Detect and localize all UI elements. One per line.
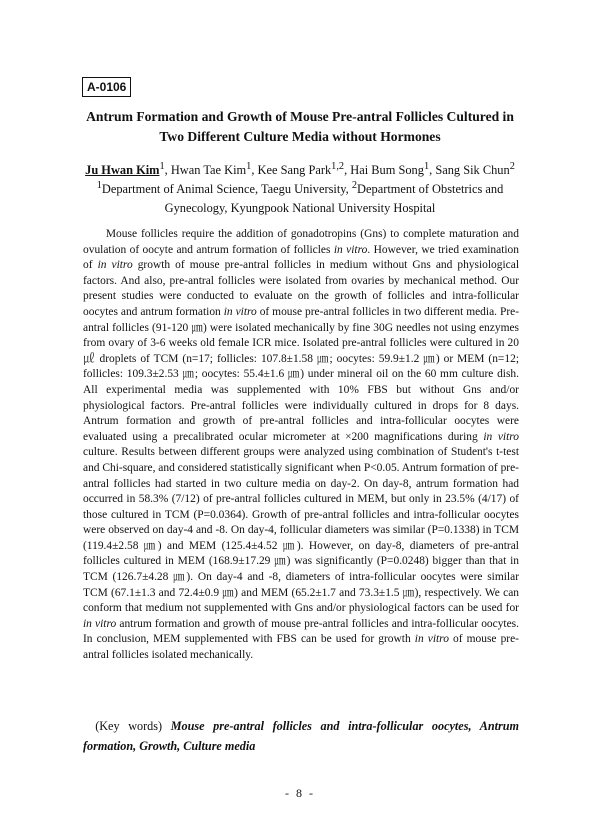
abstract-text: growth of mouse pre-antral follicles in medium without Gns and physiological factors. And also, pre-antral follicles were isolated from ovaries by mechanical method. Our present studies were conducted to evaluate on the growth of follicles and intra-follicular oocytes and antrum formation [83,259,519,318]
keywords [83,716,519,756]
affiliation-text: Department of Obstetrics and [357,182,504,197]
abstract-body [83,227,519,664]
author-name: , Sang Sik Chun [429,163,510,178]
author-name: , Hwan Tae Kim [164,163,247,178]
author-name: , Hai Bum Song [344,163,424,178]
author-affil-mark: 1,2 [331,161,345,172]
affiliation-line-1 [60,176,540,199]
author-affil-mark: 2 [509,161,515,172]
abstract-text: of mouse pre-antral follicles in two different media. Pre-antral follicles (91-120 ㎛) were isolated mechanically by fine 30G needles not using enzymes from ovary of 3-6 weeks old female ICR mice. Isolated pre-antral follicles were cultured in 20 ㎕ droplets of TCM (n=17; follicles: 107.8±1.58 ㎛; oocytes: 59.9±1.2 ㎛) or MEM (n=12; follicles: 109.3±2.53 ㎛; oocytes: 55.4±1.6 ㎛) under mineral oil on the 60 mm culture dish. All experimental media was supplemented with 10% FBS but without Gns and/or physiological factors. Pre-antral follicles were individually cultured in drops for 8 days. Antrum formation and growth of pre-antral follicles and intra-follicular oocytes were evaluated using a precalibrated ocular micrometer at ×200 magnifications during [83,305,520,443]
author-affil-mark: 1 [246,161,252,172]
italic-term: in vitro [223,305,257,318]
abstract-text: antrum formation and growth of mouse pre-antral follicles and intra-follicular oocytes. In conclusion, MEM supplemented with FBS can be used for growth [83,617,519,646]
abstract-text: . However, we tried examination of [83,243,519,272]
italic-term: in vitro [83,617,117,630]
author-name: , Kee Sang Park [251,163,332,178]
keywords-label: (Key words) [95,719,171,733]
page-number: - 8 - [285,786,315,800]
paper-title [60,107,540,147]
affiliation-text: Department of Animal Science, Taegu University, [101,182,352,197]
presenting-author: Ju Hwan Kim [85,163,160,178]
keywords-terms: Mouse pre-antral follicles and intra-follicular oocytes, Antrum formation, Growth, Culture media [83,719,519,753]
abstract-code-box: A-0106 [82,77,131,97]
author-affil-mark: 1 [159,161,165,172]
italic-term: in vitro [483,430,519,443]
title-line-1: Antrum Formation and Growth of Mouse Pre-antral Follicles Cultured in [86,109,514,124]
title-line-2: Two Different Culture Media without Hormones [159,129,441,144]
author-affil-mark: 1 [423,161,430,172]
italic-term: in vitro [97,259,133,272]
affil-mark: 1 [96,180,102,191]
affiliations [60,176,540,218]
abstract-text: culture. Results between different groups were analyzed using combination of Student's t-test and Chi-square, and considered statistically significant when P<0.05. Antrum formation of pre-antral follicles had started in two culture media on day-2. On day-8, antrum formation had occurred in 58.3% (7/12) of pre-antral follicles cultured in MEM, but only in 23.5% (4/17) of those cultured in TCM (P=0.0364). Growth of pre-antral follicles and intra-follicular oocytes were observed on day-4 and -8. On day-4, follicular diameters was similar (P=0.1338) in TCM (119.4±2.58 ㎛) and MEM (125.4±4.52 ㎛). However, on day-8, diameters of pre-antral follicles cultured in MEM (168.9±17.29 ㎛) was significantly (P=0.0248) bigger than that in TCM (126.7±4.28 ㎛). On day-4 and -8, diameters of intra-follicular oocytes were similar TCM (67.1±1.3 and 72.4±0.9 ㎛) and MEM (65.2±1.7 and 73.3±1.5 ㎛), respectively. We can conform that medium not supplemented with Gns and/or physiological factors can be used for [83,446,519,615]
affiliation-line-2: Gynecology, Kyungpook National University Hospital [164,201,436,216]
italic-term: in vitro [333,243,368,256]
italic-term: in vitro [414,633,449,646]
affil-mark: 2 [351,180,358,191]
abstract-text: of mouse pre-antral follicles isolated mechanically. [83,633,519,662]
abstract-text: Mouse follicles require the addition of gonadotropins (Gns) to complete maturation and ovulation of oocyte and antrum formation of follicles [83,228,519,256]
